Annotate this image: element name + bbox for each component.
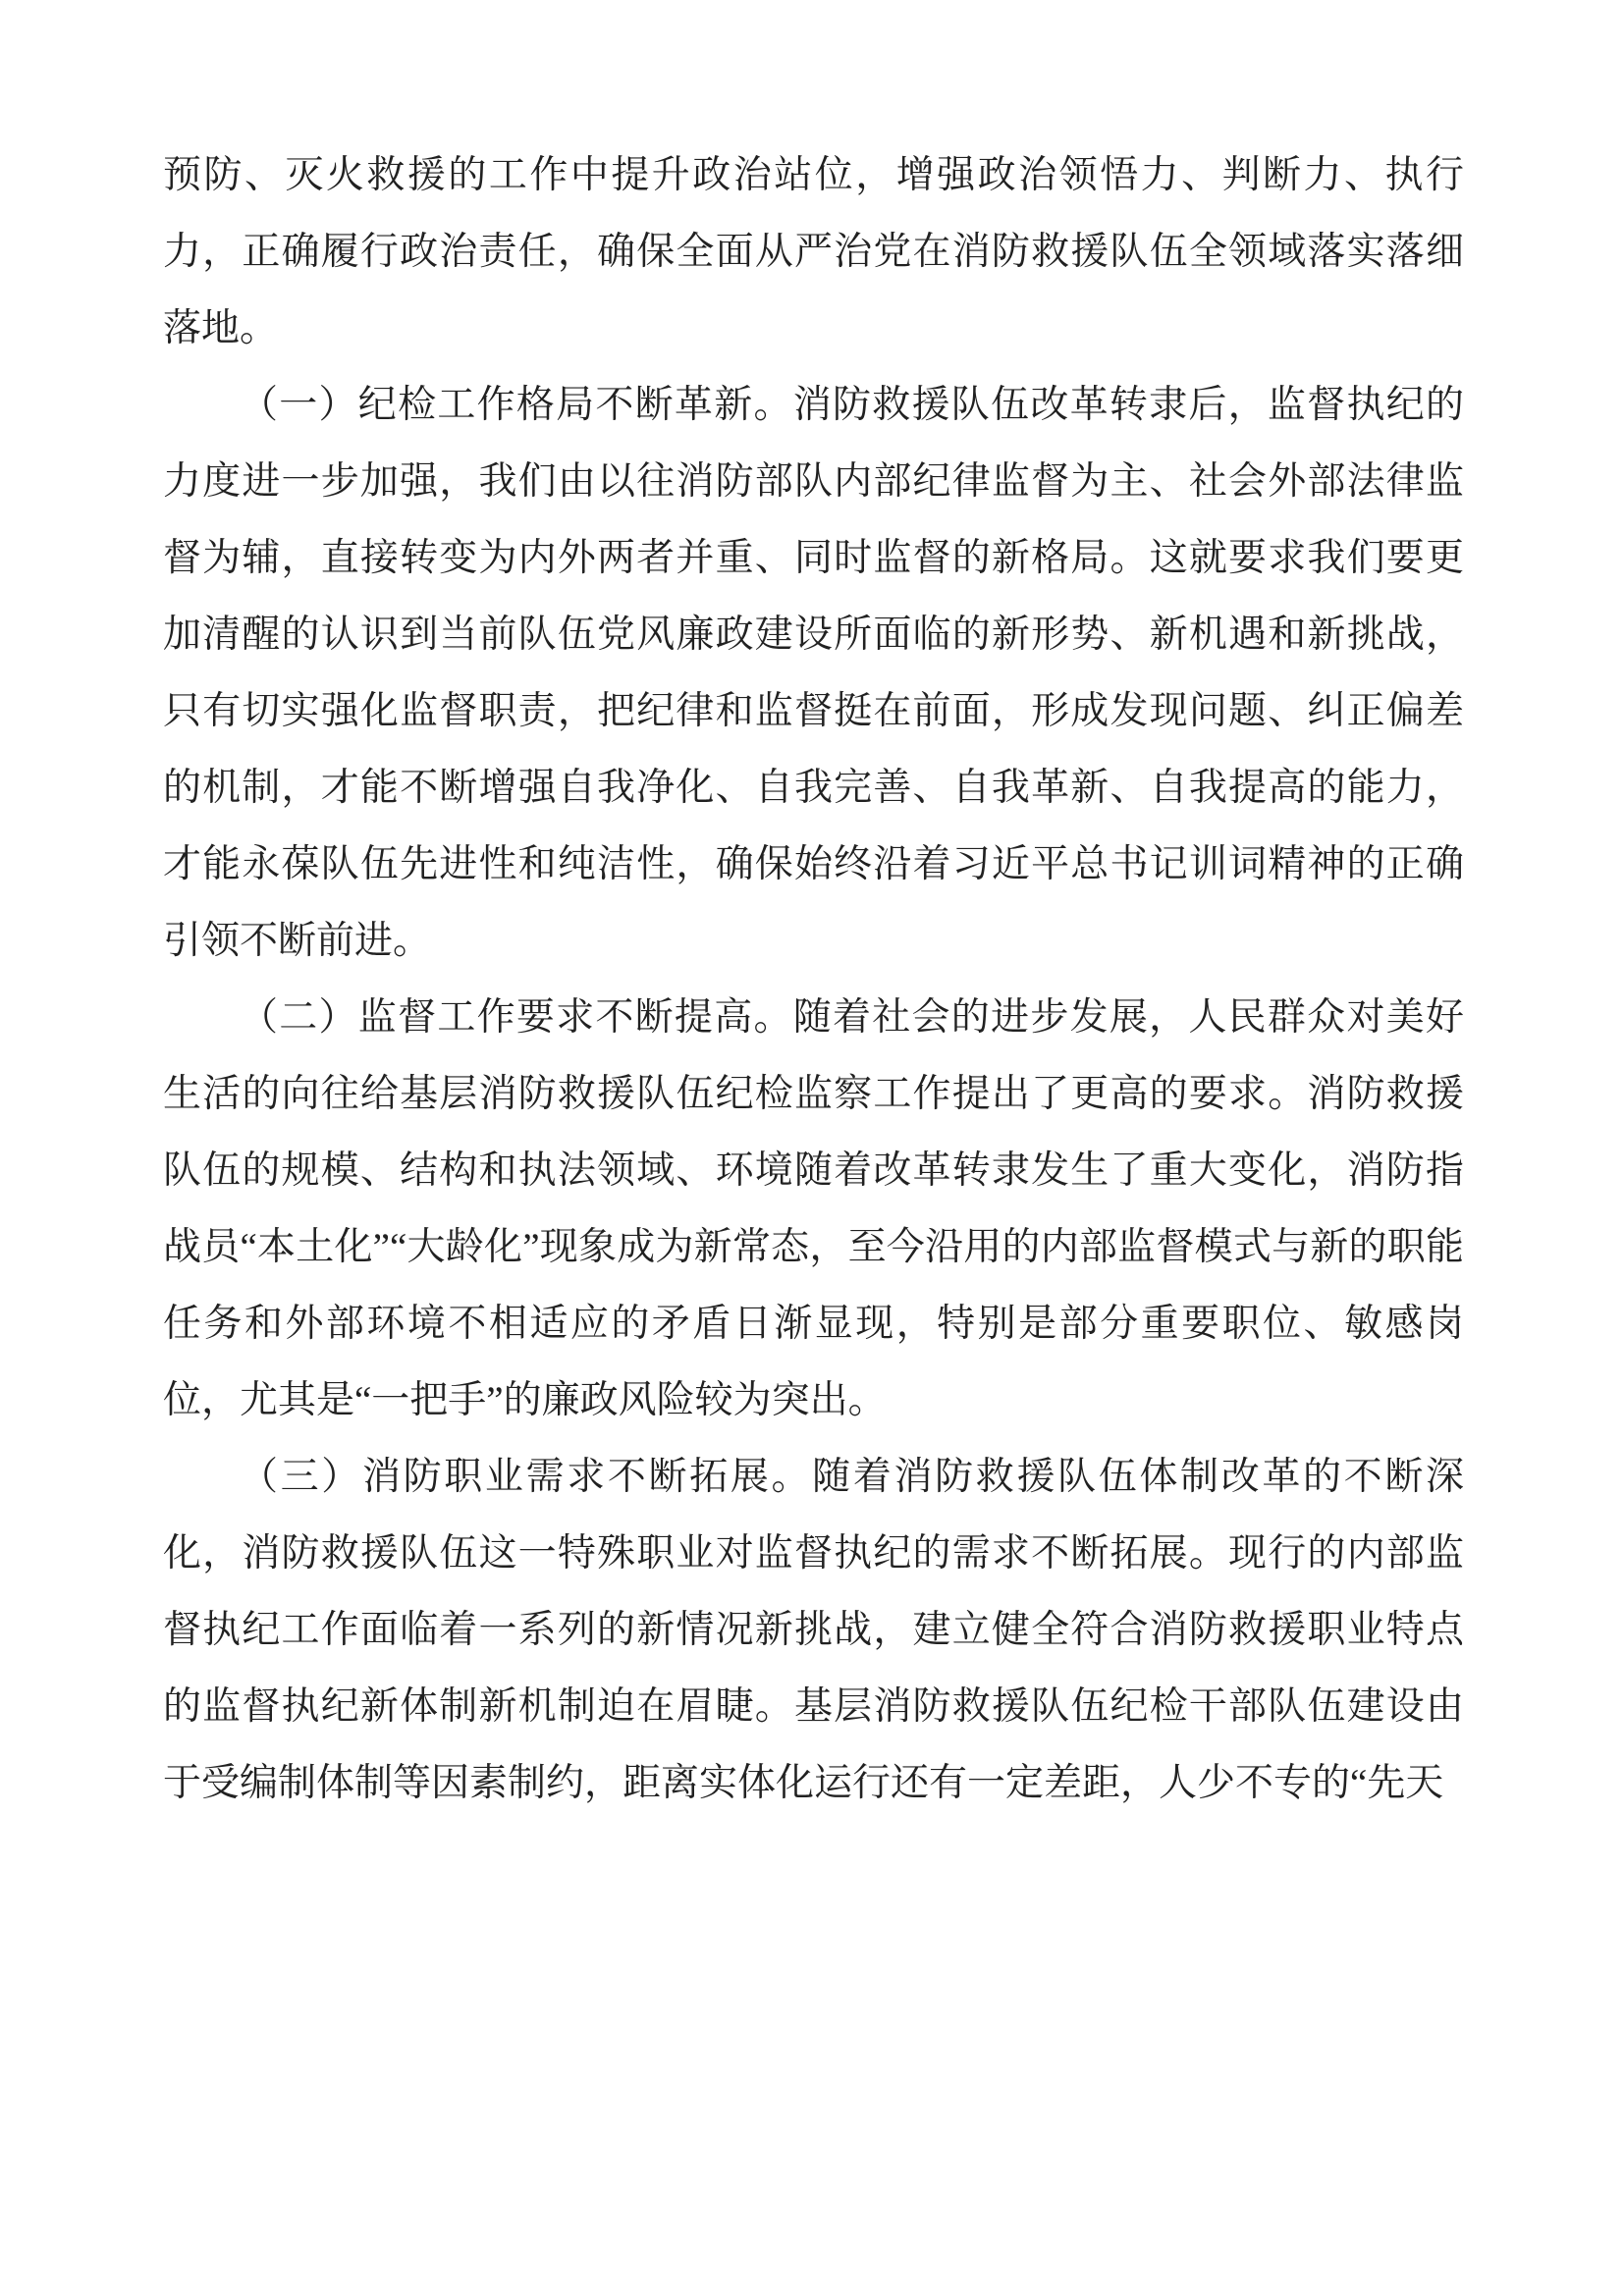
paragraph-section-3: （三）消防职业需求不断拓展。随着消防救援队伍体制改革的不断深化，消防救援队伍这一特殊职业对监督执纪的需求不断拓展。现行的内部监督执纪工作面临着一系列的新情况新挑战，建立健全符合消防救援职业特点的监督执纪新体制新机制迫在眉睫。基层消防救援队伍纪检干部队伍建设由于受编制体制等因素制约，距离实体化运行还有一定差距，人少不专的“先天: [163, 1456, 1464, 1804]
paragraph-section-1: （一）纪检工作格局不断革新。消防救援队伍改革转隶后，监督执纪的力度进一步加强，我们由以往消防部队内部纪律监督为主、社会外部法律监督为辅，直接转变为内外两者并重、同时监督的新格局。这就要求我们要更加清醒的认识到当前队伍党风廉政建设所面临的新形势、新机遇和新挑战，只有切实强化监督职责，把纪律和监督挺在前面，形成发现问题、纠正偏差的机制，才能不断增强自我净化、自我完善、自我革新、自我提高的能力，才能永葆队伍先进性和纯洁性，确保始终沿着习近平总书记训词精神的正确引领不断前进。: [163, 384, 1464, 962]
document-body: [163, 137, 1464, 1822]
paragraph-section-2: （二）监督工作要求不断提高。随着社会的进步发展，人民群众对美好生活的向往给基层消防救援队伍纪检监察工作提出了更高的要求。消防救援队伍的规模、结构和执法领域、环境随着改革转隶发生了重大变化，消防指战员“本土化”“大龄化”现象成为新常态，至今沿用的内部监督模式与新的职能任务和外部环境不相适应的矛盾日渐显现，特别是部分重要职位、敏感岗位，尤其是“一把手”的廉政风险较为突出。: [163, 996, 1464, 1421]
paragraph-continuation: 预防、灭火救援的工作中提升政治站位，增强政治领悟力、判断力、执行力，正确履行政治责任，确保全面从严治党在消防救援队伍全领域落实落细落地。: [163, 154, 1464, 349]
